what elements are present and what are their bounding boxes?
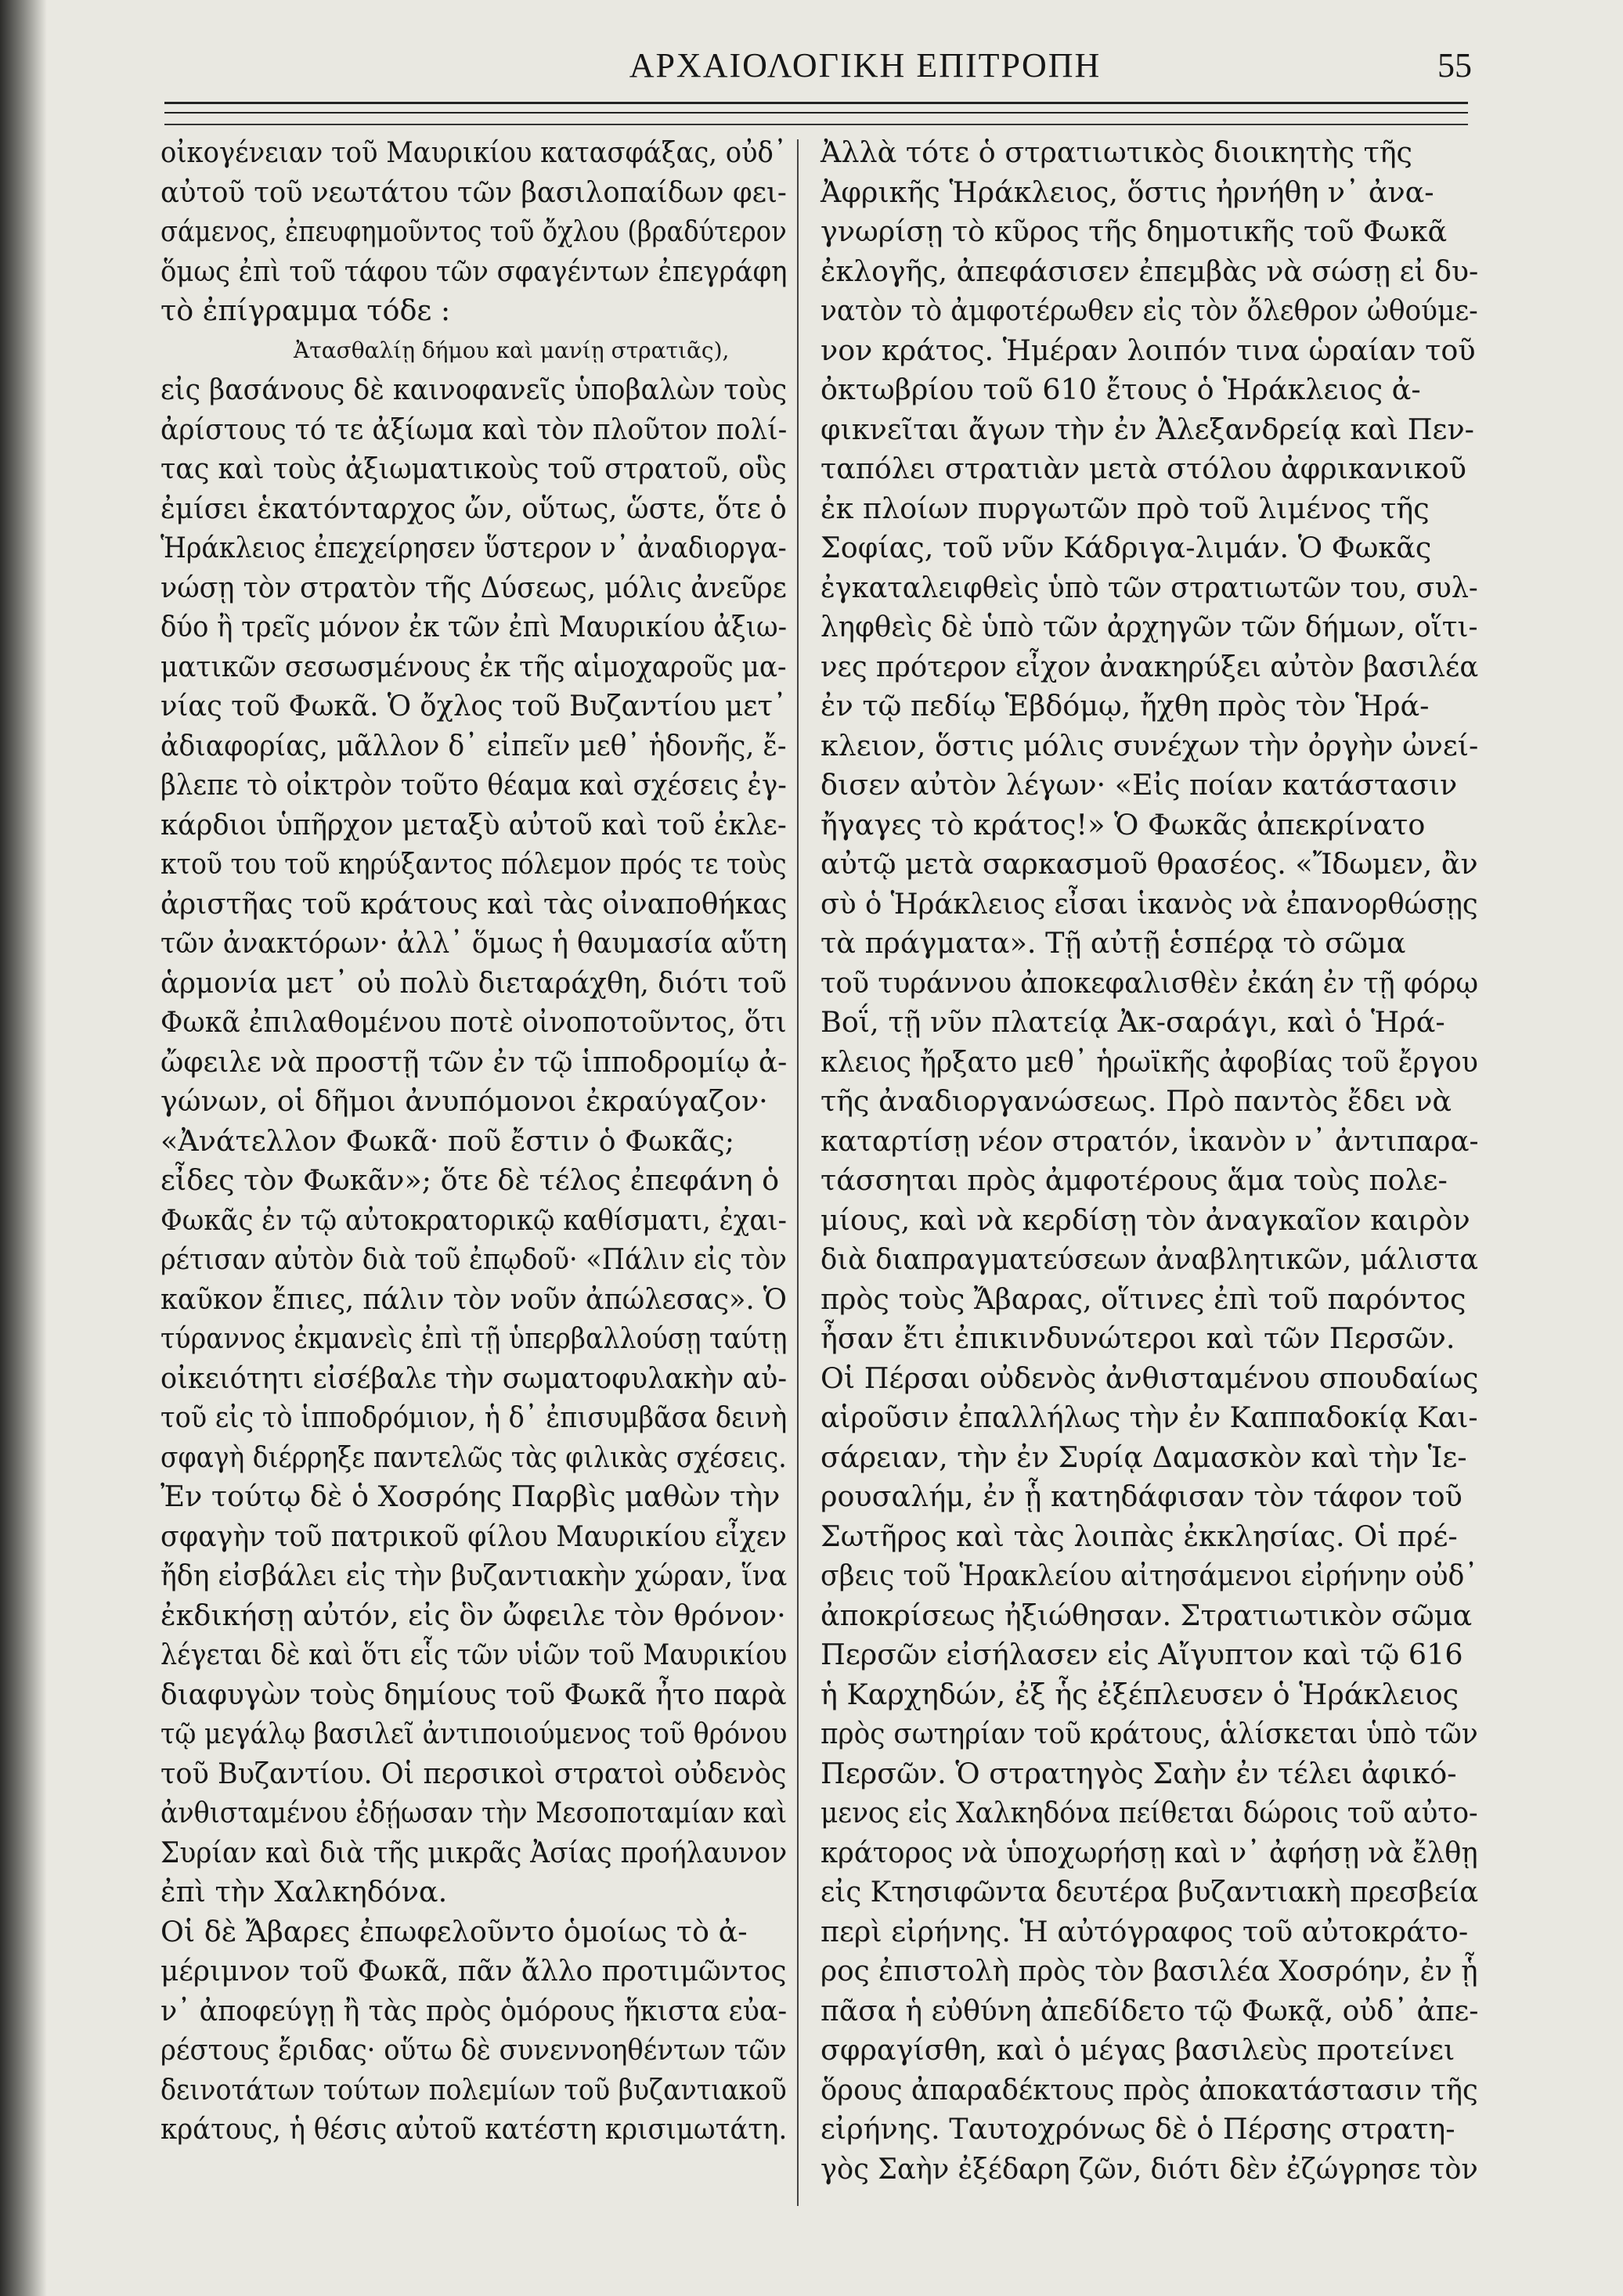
text-line: Φωκᾶ ἐπιλαθομένου ποτὲ οἰνοποτοῦντος, ὅτι: [160, 1005, 787, 1039]
text-line: ὤφειλε νὰ προστῇ τῶν ἐν τῷ ἱπποδρομίῳ ἀ-: [160, 1044, 788, 1079]
text-line: τοῦ Βυζαντίου. Οἱ περσικοὶ στρατοὶ οὐδενὸς: [160, 1756, 787, 1790]
text-line: δύο ἢ τρεῖς μόνον ἐκ τῶν ἐπὶ Μαυρικίου ἀξιω-: [160, 610, 788, 643]
text-line: εἰρήνης. Ταυτοχρόνως δὲ ὁ Πέρσης στρατη-: [821, 2112, 1455, 2146]
text-line: Βοΐ, τῇ νῦν πλατείᾳ Ἀκ-σαράγι, καὶ ὁ Ἡρά-: [821, 1005, 1445, 1039]
text-line: σάμενος, ἐπευφημοῦντος τοῦ ὄχλου (βραδύτερον: [160, 214, 787, 248]
header-rule: [164, 124, 1468, 125]
text-line: ρέστους ἔριδας· οὕτω δὲ συνεννοηθέντων τῶν: [160, 2033, 787, 2067]
text-line: ἀποκρίσεως ἠξιώθησαν. Στρατιωτικὸν σῶμα: [821, 1598, 1473, 1632]
text-line: τῆς ἀναδιοργανώσεως. Πρὸ παντὸς ἔδει νὰ: [821, 1084, 1452, 1118]
text-line: κτοῦ του τοῦ κηρύξαντος πόλεμον πρός τε τοὺς: [160, 847, 787, 881]
text-line: γὸς Σαὴν ἐξέδαρη ζῶν, διότι δὲν ἐζώγρησε τὸν: [821, 2151, 1478, 2186]
text-line: τὰ πράγματα». Τῇ αὐτῇ ἑσπέρᾳ τὸ σῶμα: [821, 926, 1406, 960]
text-line: ἐν τῷ πεδίῳ Ἑβδόμῳ, ἤχθη πρὸς τὸν Ἡρά-: [821, 689, 1430, 723]
text-line: ἐπὶ τὴν Χαλκηδόνα.: [160, 1875, 448, 1909]
text-line: τὸ ἐπίγραμμα τόδε :: [160, 294, 451, 327]
text-line: ἁρμονία μετ᾽ οὐ πολὺ διεταράχθη, διότι τοῦ: [160, 965, 787, 1000]
text-line: ἐμίσει ἑκατόνταρχος ὤν, οὕτως, ὥστε, ὅτε ὁ: [160, 491, 787, 525]
text-line: δισεν αὐτὸν λέγων· «Εἰς ποίαν κατάστασιν: [821, 768, 1458, 802]
text-line: ἀνθισταμένου ἐδῄωσαν τὴν Μεσοποταμίαν καὶ: [160, 1796, 788, 1829]
text-line: Ἀτασθαλίῃ δήμου καὶ μανίῃ στρατιᾶς),: [294, 337, 730, 363]
text-line: σφαγὴν τοῦ πατρικοῦ φίλου Μαυρικίου εἶχεν: [160, 1519, 787, 1553]
text-line: ἀριστῆας τοῦ κράτους καὶ τὰς οἰναποθήκας: [160, 886, 788, 921]
text-line: τας καὶ τοὺς ἀξιωματικοὺς τοῦ στρατοῦ, οὓς: [160, 452, 787, 485]
binding-shadow: [0, 0, 47, 2296]
text-line: πρὸς τοὺς Ἄβαρας, οἵτινες ἐπὶ τοῦ παρόντος: [821, 1281, 1466, 1316]
text-line: Ἀλλὰ τότε ὁ στρατιωτικὸς διοικητὴς τῆς: [821, 135, 1413, 169]
text-line: λέγεται δὲ καὶ ὅτι εἷς τῶν υἱῶν τοῦ Μαυρικίου: [160, 1638, 788, 1671]
text-line: μενος εἰς Χαλκηδόνα πείθεται δώροις τοῦ αὐτο-: [821, 1796, 1478, 1829]
text-line: καῦκον ἔπιες, πάλιν τὸν νοῦν ἀπώλεσας». Ὁ: [160, 1281, 787, 1316]
text-line: ρουσαλήμ, ἐν ᾗ κατηδάφισαν τὸν τάφον τοῦ: [821, 1480, 1463, 1513]
text-line: τύραννος ἐκμανεὶς ἐπὶ τῇ ὑπερβαλλούσῃ ταύτῃ: [160, 1321, 788, 1355]
text-line: Περσῶν. Ὁ στρατηγὸς Σαὴν ἐν τέλει ἀφικό-: [821, 1756, 1457, 1790]
text-line: Σοφίας, τοῦ νῦν Κάδριγα-λιμάν. Ὁ Φωκᾶς: [821, 531, 1432, 564]
text-line: ἤγαγες τὸ κράτος!» Ὁ Φωκᾶς ἀπεκρίνατο: [821, 807, 1426, 842]
text-line: τῶν ἀνακτόρων· ἀλλ᾽ ὅμως ἡ θαυμασία αὕτη: [160, 926, 788, 960]
text-line: Φωκᾶς ἐν τῷ αὐτοκρατορικῷ καθίσματι, ἐχαι-: [160, 1202, 787, 1237]
text-line: ματικῶν σεσωσμένους ἐκ τῆς αἱμοχαροῦς μα-: [160, 649, 787, 683]
text-line: σβεις τοῦ Ἡρακλείου αἰτησάμενοι εἰρήνην οὐδ᾽: [821, 1559, 1478, 1592]
text-line: πᾶσα ἡ εὐθύνη ἀπεδίδετο τῷ Φωκᾷ, οὐδ᾽ ἀπε-: [821, 1993, 1479, 2027]
text-line: ν᾽ ἀποφεύγῃ ἢ τὰς πρὸς ὁμόρους ἥκιστα εὐα-: [160, 1993, 788, 2027]
text-line: ἦσαν ἔτι ἐπικινδυνώτεροι καὶ τῶν Περσῶν.: [821, 1321, 1455, 1355]
text-line: μίους, καὶ νὰ κερδίσῃ τὸν ἀναγκαῖον καιρὸν: [821, 1202, 1470, 1237]
text-line: γνωρίσῃ τὸ κῦρος τῆς δημοτικῆς τοῦ Φωκᾶ: [821, 214, 1448, 248]
text-line: νώσῃ τὸν στρατὸν τῆς Δύσεως, μόλις ἀνεῦρε: [160, 570, 787, 604]
text-line: «Ἀνάτελλον Φωκᾶ· ποῦ ἔστιν ὁ Φωκᾶς;: [160, 1123, 735, 1158]
text-line: Περσῶν εἰσήλασεν εἰς Αἴγυπτον καὶ τῷ 616: [821, 1638, 1463, 1671]
text-line: ἐγκαταλειφθεὶς ὑπὸ τῶν στρατιωτῶν του, συλ-: [821, 570, 1478, 604]
text-line: ἀρίστους τό τε ἀξίωμα καὶ τὸν πλοῦτον πολί-: [160, 412, 788, 446]
text-line: νες πρότερον εἶχον ἀνακηρύξει αὐτὸν βασιλέα: [821, 649, 1479, 683]
text-line: Ἡράκλειος ἐπεχείρησεν ὕστερον ν᾽ ἀναδιοργα-: [160, 531, 787, 564]
text-line: οἰκογένειαν τοῦ Μαυρικίου κατασφάξας, οὐδ᾽: [160, 135, 787, 169]
running-title: ΑΡΧΑΙΟΛΟΓΙΚΗ ΕΠΙΤΡΟΠΗ: [629, 46, 1102, 85]
text-line: τοῦ εἰς τὸ ἱπποδρόμιον, ἡ δ᾽ ἐπισυμβᾶσα δεινὴ: [160, 1400, 788, 1434]
text-line: γώνων, οἱ δῆμοι ἀνυπόμονοι ἐκραύγαζον·: [160, 1084, 768, 1118]
text-line: αὐτοῦ τοῦ νεωτάτου τῶν βασιλοπαίδων φει-: [160, 175, 787, 209]
text-line: κλειος ἤρξατο μεθ᾽ ἡρωϊκῆς ἀφοβίας τοῦ ἔργου: [821, 1044, 1478, 1079]
text-line: Συρίαν καὶ διὰ τῆς μικρᾶς Ἀσίας προήλαυνον: [160, 1835, 788, 1869]
text-line: εἶδες τὸν Φωκᾶν»; ὅτε δὲ τέλος ἐπεφάνη ὁ: [160, 1163, 780, 1197]
text-line: αἱροῦσιν ἐπαλλήλως τὴν ἐν Καππαδοκίᾳ Και-: [821, 1400, 1478, 1434]
text-line: Οἱ δὲ Ἄβαρες ἐπωφελοῦντο ὁμοίως τὸ ἀ-: [160, 1914, 748, 1948]
text-line: βλεπε τὸ οἰκτρὸν τοῦτο θέαμα καὶ σχέσεις ἐγ-: [160, 768, 787, 802]
column-divider: [797, 139, 799, 2206]
text-line: ἡ Καρχηδών, ἐξ ἧς ἐξέπλευσεν ὁ Ἡράκλειος: [821, 1677, 1459, 1711]
header-double-rule: [164, 102, 1468, 114]
text-line: κλειον, ὅστις μόλις συνέχων τὴν ὀργὴν ὠνεί-: [821, 728, 1479, 762]
text-line: ρέτισαν αὐτὸν διὰ τοῦ ἐπῳδοῦ· «Πάλιν εἰς τὸν: [160, 1242, 787, 1276]
text-line: περὶ εἰρήνης. Ἡ αὐτόγραφος τοῦ αὐτοκράτο-: [821, 1914, 1469, 1948]
text-line: ρος ἐπιστολὴ πρὸς τὸν βασιλέα Χοσρόην, ἐν ᾗ: [821, 1954, 1478, 1988]
text-line: ὀκτωβρίου τοῦ 610 ἔτους ὁ Ἡράκλειος ἀ-: [821, 373, 1421, 406]
text-line: διαφυγὼν τοὺς δημίους τοῦ Φωκᾶ ἦτο παρὰ: [160, 1677, 787, 1711]
text-line: ὅμως ἐπὶ τοῦ τάφου τῶν σφαγέντων ἐπεγράφη: [160, 254, 788, 288]
text-line: τοῦ τυράννου ἀποκεφαλισθὲν ἐκάη ἐν τῇ φόρῳ: [821, 965, 1479, 1000]
text-line: νατὸν τὸ ἀμφοτέρωθεν εἰς τὸν ὄλεθρον ὠθούμε-: [821, 294, 1478, 327]
text-line: εἰς Κτησιφῶντα δευτέρα βυζαντιακὴ πρεσβεία: [821, 1875, 1479, 1909]
text-line: σὺ ὁ Ἡράκλειος εἶσαι ἱκανὸς νὰ ἐπανορθώσῃς: [821, 886, 1478, 921]
text-line: ἐκ πλοίων πυργωτῶν πρὸ τοῦ λιμένος τῆς: [821, 491, 1430, 525]
text-line: σφραγίσθη, καὶ ὁ μέγας βασιλεὺς προτείνει: [821, 2033, 1455, 2067]
text-line: Σωτῆρος καὶ τὰς λοιπὰς ἐκκλησίας. Οἱ πρέ-: [821, 1519, 1458, 1553]
text-line: κράτορος νὰ ὑποχωρήσῃ καὶ ν᾽ ἀφήσῃ νὰ ἔλθῃ: [821, 1835, 1478, 1869]
text-line: ἐκδικήσῃ αὐτόν, εἰς ὃν ὤφειλε τὸν θρόνον·: [160, 1598, 786, 1632]
text-line: δεινοτάτων τούτων πολεμίων τοῦ βυζαντιακοῦ: [160, 2072, 787, 2107]
text-line: τάσσηται πρὸς ἀμφοτέρους ἅμα τοὺς πολε-: [821, 1163, 1448, 1197]
text-line: εἰς βασάνους δὲ καινοφανεῖς ὑποβαλὼν τοὺς: [160, 373, 788, 406]
text-line: ὅρους ἀπαραδέκτους πρὸς ἀποκατάστασιν τῆς: [821, 2072, 1478, 2107]
text-line: Οἱ Πέρσαι οὐδενὸς ἀνθισταμένου σπουδαίως: [821, 1361, 1479, 1395]
text-line: Ἐν τούτῳ δὲ ὁ Χοσρόης Παρβὶς μαθὼν τὴν: [160, 1480, 781, 1513]
page-number: 55: [1437, 46, 1472, 85]
text-line: μέριμνον τοῦ Φωκᾶ, πᾶν ἄλλο προτιμῶντος: [160, 1954, 787, 1988]
text-line: κράτους, ἡ θέσις αὐτοῦ κατέστη κρισιμωτάτη.: [160, 2112, 788, 2146]
text-line: ἐκλογῆς, ἀπεφάσισεν ἐπεμβὰς νὰ σώσῃ εἰ δυ-: [821, 254, 1479, 288]
text-line: σφαγὴ διέρρηξε παντελῶς τὰς φιλικὰς σχέσεις.: [160, 1440, 787, 1474]
text-line: νον κράτος. Ἡμέραν λοιπόν τινα ὡραίαν τοῦ: [821, 333, 1476, 367]
text-line: ταπόλει στρατιὰν μετὰ στόλου ἀφρικανικοῦ: [821, 452, 1466, 485]
text-line: καταρτίσῃ νέον στρατόν, ἱκανὸν ν᾽ ἀντιπαρα-: [821, 1123, 1479, 1158]
text-line: κάρδιοι ὑπῆρχον μεταξὺ αὐτοῦ καὶ τοῦ ἐκλε-: [160, 807, 787, 842]
text-line: σάρειαν, τὴν ἐν Συρίᾳ Δαμασκὸν καὶ τὴν Ἱε-: [821, 1440, 1467, 1474]
text-line: ἀδιαφορίας, μᾶλλον δ᾽ εἰπεῖν μεθ᾽ ἡδονῆς, ἔ-: [160, 728, 787, 762]
text-line: φικνεῖται ἄγων τὴν ἐν Ἀλεξανδρείᾳ καὶ Πεν-: [821, 412, 1474, 446]
text-line: πρὸς σωτηρίαν τοῦ κράτους, ἁλίσκεται ὑπὸ τῶν: [821, 1717, 1478, 1750]
text-line: νίας τοῦ Φωκᾶ. Ὁ ὄχλος τοῦ Βυζαντίου μετ᾽: [160, 689, 787, 723]
text-line: διὰ διαπραγματεύσεων ἀναβλητικῶν, μάλιστα: [821, 1242, 1479, 1276]
text-line: τῷ μεγάλῳ βασιλεῖ ἀντιποιούμενος τοῦ θρόνου: [160, 1717, 788, 1750]
text-line: ἤδη εἰσβάλει εἰς τὴν βυζαντιακὴν χώραν, ἵνα: [160, 1559, 788, 1592]
left-text-column: [160, 133, 787, 2150]
page-header: [117, 45, 1472, 100]
text-line: αὐτῷ μετὰ σαρκασμοῦ θρασέος. «Ἴδωμεν, ἂν: [821, 847, 1478, 881]
text-line: Ἀφρικῆς Ἡράκλειος, ὅστις ἠρνήθη ν᾽ ἀνα-: [821, 175, 1434, 209]
right-text-column: [821, 133, 1478, 2189]
text-line: ληφθεὶς δὲ ὑπὸ τῶν ἀρχηγῶν τῶν δήμων, οἵτι-: [821, 610, 1478, 643]
text-line: οἰκειότητι εἰσέβαλε τὴν σωματοφυλακὴν αὐ-: [160, 1361, 788, 1395]
